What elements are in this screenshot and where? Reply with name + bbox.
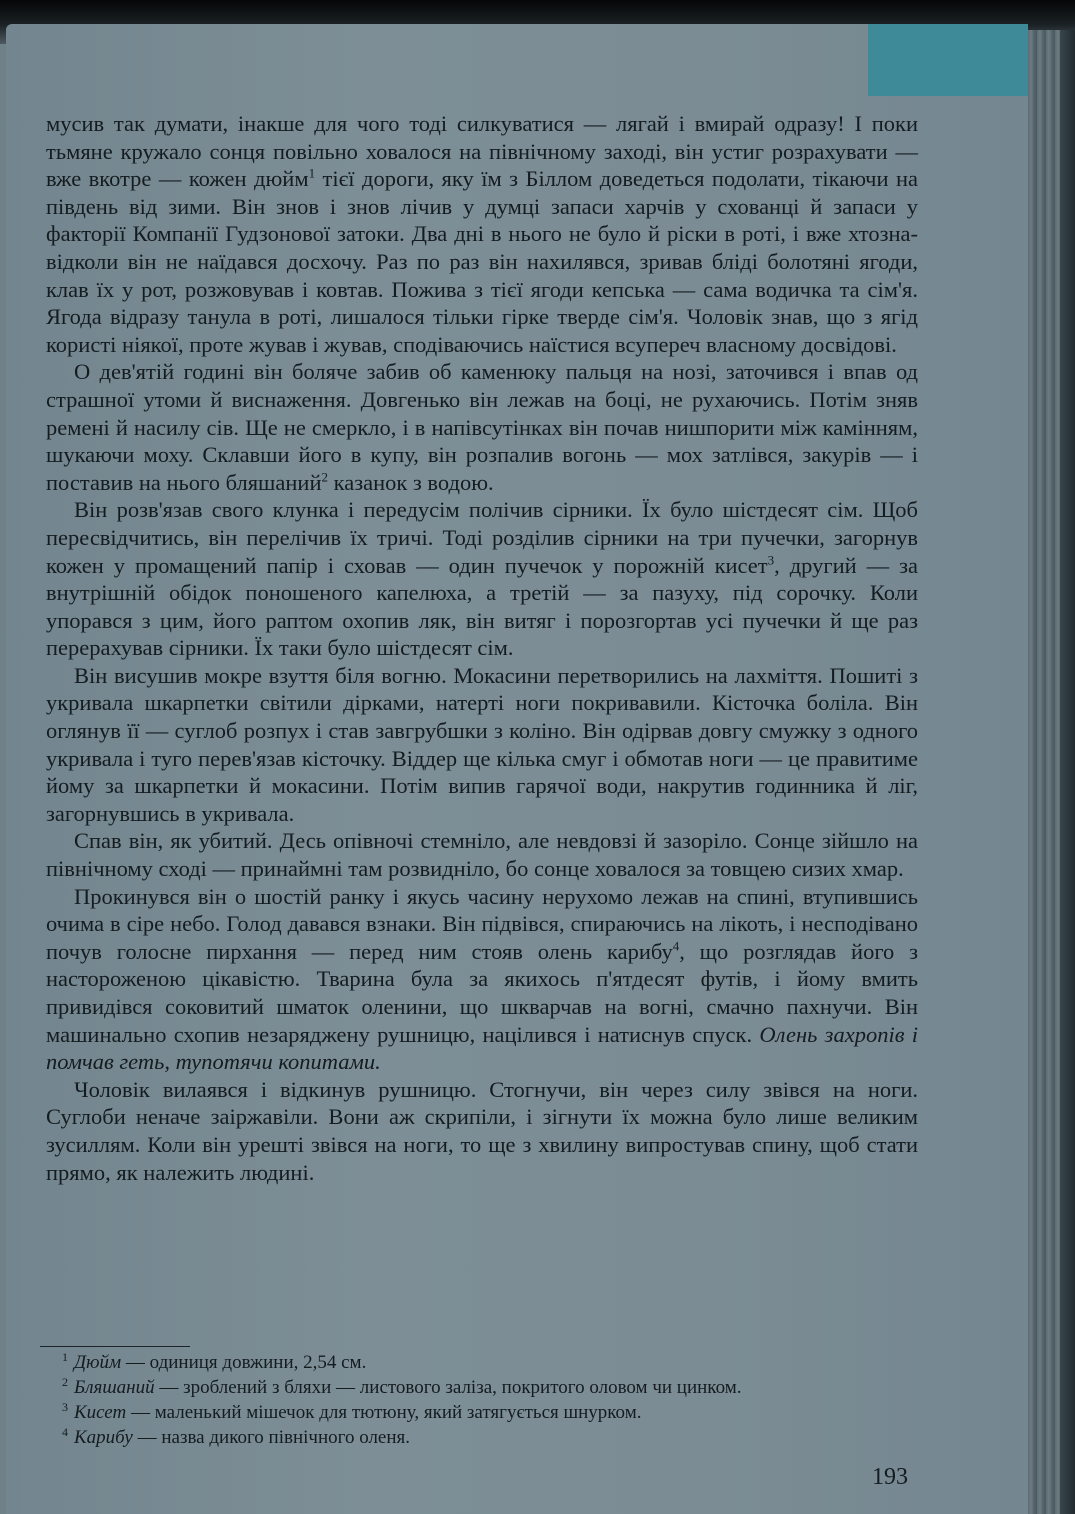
text-segment: Чоловік вилаявся і відкинув рушницю. Стогнучи, він через силу звівся на ноги. Суглоби неначе заіржавіли. Вони аж скрипіли, і зігнути їх можна було лише великим зусиллям. Коли він урешті звівся на ноги, то ще з хвилину випростував спину, щоб стати прямо, як належить людині. <box>46 1076 918 1185</box>
text-segment: казанок з водою. <box>328 469 494 495</box>
paragraph <box>46 358 918 496</box>
page-corner-tab <box>868 24 1028 96</box>
footnote-ref: 2 <box>321 469 328 485</box>
paragraph <box>46 883 918 1076</box>
text-segment: , другий — за внутрішній обідок поношеного капелюха, а третій — за пазуху, під сорочку. Коли упорався з цим, його раптом охопив ляк, він витяг і порозгортав усі пучечки й ще раз перерахував сірники. Їх таки було шістдесят сім. <box>46 552 918 661</box>
text-segment: , що розглядав його з настороженою цікавістю. Тварина була за якихось п'ятдесят футів, і йому вмить привидівся соковитий шматок оленини, що шкварчав на вогні, смачно пахнучи. Він машинально схопив незаряджену рушницю, націлився і натиснув спуск. <box>46 938 918 1047</box>
footnote-text: — одиниця довжини, 2,54 см. <box>121 1352 367 1373</box>
footnote-text: — маленький мішечок для тютюну, який затягується шнурком. <box>126 1402 642 1423</box>
footnote-number: 3 <box>62 1400 68 1414</box>
footnote-term: Карибу <box>74 1427 133 1448</box>
footnotes <box>62 1350 922 1450</box>
book-spine-shadow <box>1060 30 1075 1514</box>
paragraph <box>46 1076 918 1186</box>
text-segment: Олень захропів і помчав геть, тупотячи копитами. <box>46 1021 919 1075</box>
page-number: 193 <box>872 1464 908 1490</box>
footnote-ref: 3 <box>767 552 775 567</box>
footnote-term: Кисет <box>74 1402 127 1423</box>
footnote-number: 2 <box>62 1375 68 1389</box>
text-segment: тієї дороги, яку їм з Біллом доведеться подолати, тікаючи на південь від зими. Він знов і знов лічив у думці запаси харчів у схованці й запаси у факторії Компанії Гудзонової затоки. Два дні в нього не було й ріски в роті, і вже хтозна-відколи він не наїдався досхочу. Раз по раз він нахилявся, зривав бліді болотяні ягоди, клав їх у рот, розжовував і ковтав. Пожива з тієї ягоди кепська — сама водичка та сім'я. Ягода відразу танула в роті, лишалося тільки гірке тверде сім'я. Чоловік знав, що з ягід користі ніякої, проте жував і жував, сподіваючись наїстися всупереч власному досвідові. <box>46 166 918 357</box>
text-segment: Спав він, як убитий. Десь опівночі стемніло, але невдовзі й зазоріло. Сонце зійшло на північному сході — принаймні там розвидніло, бо сонце ховалося за товщею сизих хмар. <box>46 828 918 882</box>
text-segment: мусив так думати, інакше для чого тоді силкуватися — лягай і вмирай одразу! І поки тьмяне кружало сонця повільно ховалося на північному заході, він устиг розрахувати — вже вкотре — кожен дюйм <box>46 111 918 192</box>
footnote <box>62 1400 922 1425</box>
footnote-ref: 4 <box>672 938 680 954</box>
text-segment: Він висушив мокре взуття біля вогню. Мокасини перетворились на лахміття. Пошиті з укривала шкарпетки світили дірками, натерті ноги покривавили. Кісточка боліла. Він оглянув її — суглоб розпух і став завгрубшки з коліно. Він одірвав довгу смужку з одного укривала і туго перев'язав кісточку. Віддер ще кілька смуг і обмотав ноги — це правитиме йому за шкарпетки й мокасини. Потім випив гарячої води, накрутив годинника й ліг, загорнувшись в укривала. <box>46 662 918 826</box>
footnote-divider <box>40 1346 190 1347</box>
text-segment: О дев'ятій годині він боляче забив об каменюку пальця на нозі, заточився і впав од страшної утоми й виснаження. Довгенько він лежав на боці, не рухаючись. Потім зняв ремені й насилу сів. Ще не смеркло, і в напівсутінках він почав нишпорити між камінням, шукаючи моху. Склавши його в купу, він розпалив вогонь — мох затлівся, закурів — і поставив на нього бляшаний <box>46 359 918 495</box>
paragraph <box>46 110 918 358</box>
body-text <box>46 110 918 1186</box>
footnote-number: 1 <box>62 1350 68 1364</box>
paragraph <box>46 496 918 662</box>
paragraph <box>46 827 918 882</box>
footnote-text: — зроблений з бляхи — листового заліза, покритого оловом чи цинком. <box>154 1377 742 1398</box>
footnote-ref: 1 <box>308 165 316 181</box>
footnote <box>62 1350 922 1375</box>
footnote-text: — назва дикого північного оленя. <box>132 1427 411 1448</box>
text-segment: Прокинувся він о шостій ранку і якусь часину нерухомо лежав на спині, втупившись очима в сіре небо. Голод давався взнаки. Він підвівся, спираючись на лікоть, і несподівано почув голосне пирхання — перед ним стояв олень карибу <box>46 883 918 964</box>
paragraph <box>46 662 918 828</box>
footnote-number: 4 <box>62 1425 68 1439</box>
footnote-term: Бляшаний <box>74 1377 155 1398</box>
footnote <box>62 1425 922 1450</box>
footnote <box>62 1375 922 1400</box>
footnote-term: Дюйм <box>74 1352 122 1373</box>
text-segment: Він розв'язав свого клунка і передусім полічив сірники. Їх було шістдесят сім. Щоб пересвідчитись, він перелічив їх тричі. Тоді розділив сірники на три пучечки, загорнув кожен у промащений папір і сховав — один пучечок у порожній кисет <box>46 497 918 578</box>
